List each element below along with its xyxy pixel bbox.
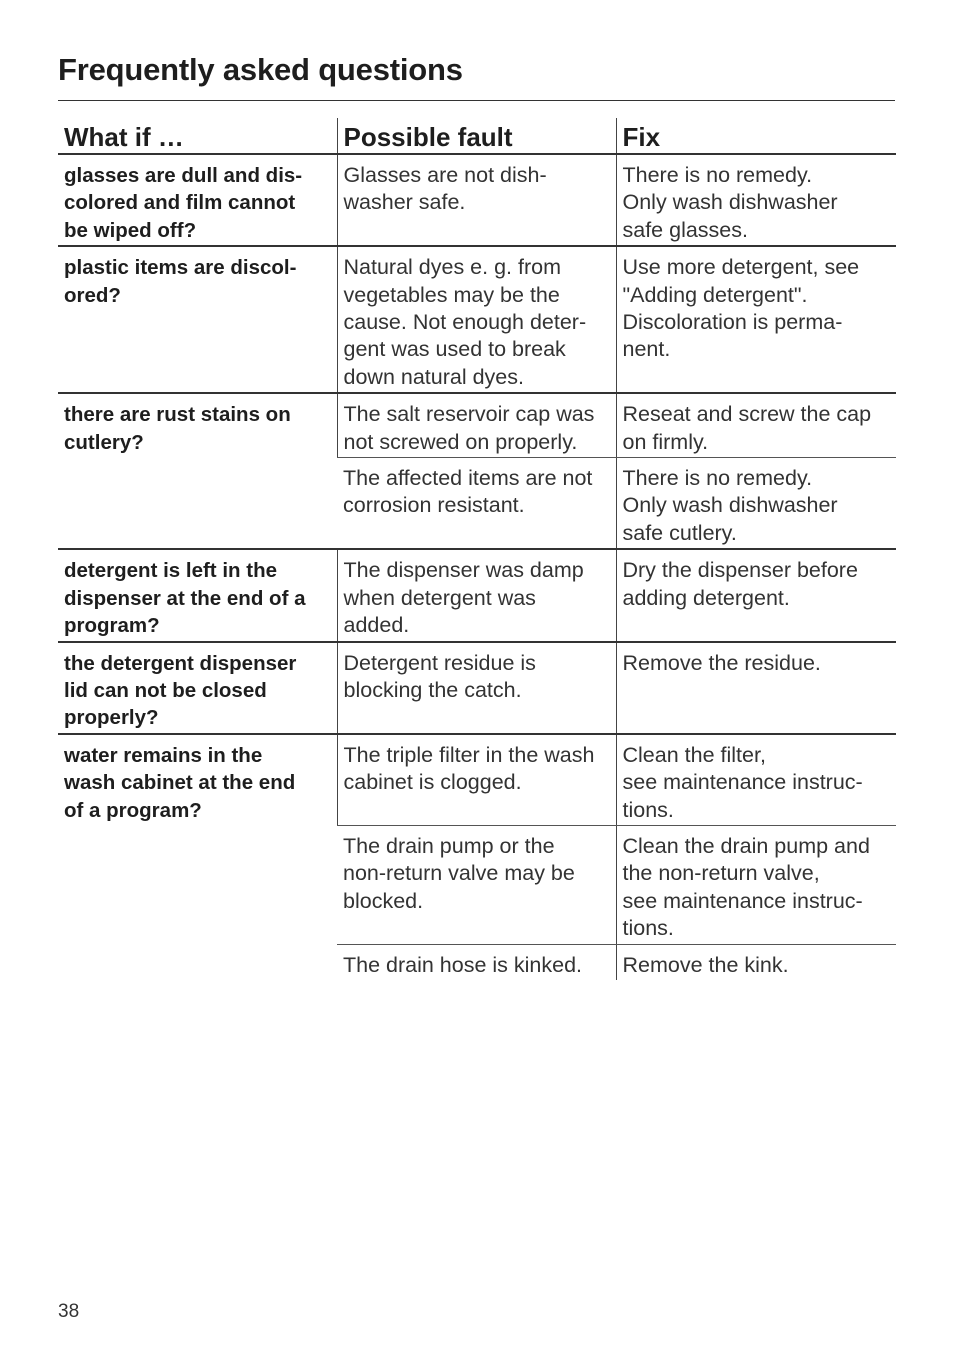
question-text: ored? [64,283,121,307]
question-text: properly? [64,706,159,730]
fault-text: washer safe. [343,190,466,215]
question-text: be wiped off? [64,218,197,242]
fix-text: Clean the filter, [622,742,766,767]
fix-cell [616,549,896,641]
table-row [58,393,896,457]
fault-text: down natural dyes. [343,364,524,389]
fix-text: "Adding detergent". [622,282,808,307]
fix-text: tions. [622,797,674,822]
fix-text: on firmly. [622,429,709,454]
fix-cell [616,393,896,457]
table-header-row [58,118,896,154]
fix-cell [616,642,896,734]
fix-text: Only wash dishwasher [622,190,838,215]
question-cell [58,734,337,980]
fix-text: Discoloration is perma- [622,310,843,335]
table-row [58,246,896,393]
title-divider [58,100,895,101]
header-fix: Fix [616,118,896,154]
fault-text: non-return valve may be [343,861,575,886]
question-text: dispenser at the end of a [64,586,306,610]
question-text: of a program? [64,798,202,822]
fault-cell [337,549,616,641]
fault-text: The affected items are not [343,466,593,491]
fix-cell [616,246,896,393]
question-cell [58,393,337,549]
fault-cell [337,642,616,734]
fix-text: the non-return valve, [622,861,820,886]
page-number: 38 [58,1301,80,1322]
fix-text: safe glasses. [622,217,748,242]
fault-cell [337,458,616,550]
table-row [58,642,896,734]
table-row [58,549,896,641]
fault-cell [337,825,616,944]
fault-text: gent was used to break [343,337,566,362]
fault-text: cabinet is clogged. [343,770,522,795]
fault-text: blocked. [343,888,424,913]
question-text: plastic items are discol- [64,256,297,280]
question-cell [58,549,337,641]
fix-cell [616,458,896,550]
fault-text: corrosion resistant. [343,493,525,518]
fix-text: Use more detergent, see [622,255,860,280]
fault-text: The dispenser was damp [343,558,584,583]
question-text: the detergent dispenser [64,651,297,675]
question-text: there are rust stains on [64,403,291,427]
question-cell [58,154,337,246]
question-text: lid can not be closed [64,678,267,702]
table-row [58,154,896,246]
question-text: program? [64,614,160,638]
fault-text: Glasses are not dish- [343,163,547,187]
fault-text: Natural dyes e. g. from [343,255,561,280]
question-text: water remains in the [64,743,263,767]
question-text: glasses are dull and dis- [64,164,303,187]
fix-text: Clean the drain pump and [622,833,870,858]
fix-text: adding detergent. [622,585,790,610]
fault-text: vegetables may be the [343,282,560,307]
fix-text: Remove the kink. [622,952,789,977]
fix-text: see maintenance instruc- [622,888,863,913]
fix-cell [616,734,896,826]
fix-text: Only wash dishwasher [622,493,838,518]
faq-table [58,118,896,980]
table-row [58,734,896,826]
fix-cell [616,944,896,980]
fix-text: There is no remedy. [622,466,813,491]
fault-text: The salt reservoir cap was [343,402,595,427]
fix-text: safe cutlery. [622,520,737,545]
fault-text: The drain hose is kinked. [343,952,583,977]
fault-cell [337,393,616,457]
question-cell [58,642,337,734]
fault-cell [337,246,616,393]
fault-text: blocking the catch. [343,677,522,702]
question-text: detergent is left in the [64,559,277,583]
question-text: cutlery? [64,430,144,454]
fault-text: not screwed on properly. [343,429,578,454]
fault-text: cause. Not enough deter- [343,310,587,335]
page-title: Frequently asked questions [58,52,463,87]
fix-text: see maintenance instruc- [622,770,863,795]
fix-cell [616,825,896,944]
question-text: wash cabinet at the end [64,771,296,795]
fix-text: tions. [622,916,674,941]
fault-cell [337,944,616,980]
header-possible-fault: Possible fault [337,118,616,154]
question-cell [58,246,337,393]
fix-text: Dry the dispenser before [622,558,858,583]
fault-text: added. [343,613,410,638]
fault-text: The drain pump or the [343,833,555,858]
header-what-if: What if … [58,118,337,154]
fault-text: The triple filter in the wash [343,742,595,767]
question-text: colored and film cannot [64,191,296,215]
fault-text: when detergent was [343,585,536,610]
fix-text: nent. [622,337,671,362]
fix-text: Reseat and screw the cap [622,402,872,427]
fix-cell [616,154,896,246]
fault-cell [337,154,616,246]
fault-cell [337,734,616,826]
fix-text: Remove the residue. [622,650,821,675]
fix-text: There is no remedy. [622,163,813,187]
fault-text: Detergent residue is [343,650,536,675]
